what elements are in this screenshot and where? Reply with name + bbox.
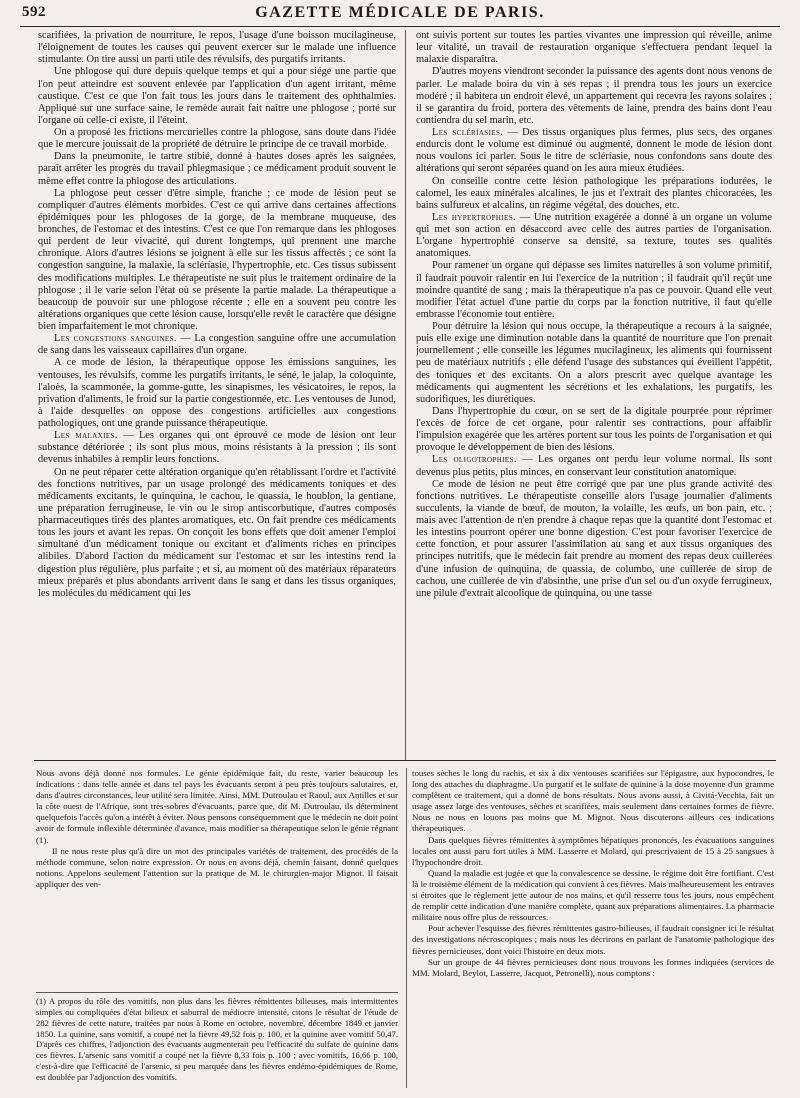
paragraph [416,321,772,406]
paragraph [38,127,396,151]
paragraph [412,868,774,923]
paragraph [416,176,772,212]
section-lead: Les congestions sanguines. [54,333,177,345]
paragraph-text: — Des tissus organiques plus fermes, plus secs, des organes endurcis dont le volume est diminué ou augmenté, donnent le mode de lésion dont nous voulons ici parler. Sous le titre de scléríasie, nous confondons sans doute des altérations qui seront séparées quand on les aura mieux étudiées. [416,127,772,175]
paragraph [416,212,772,261]
paragraph-text: Dans l'hypertrophie du cœur, on se sert de la digitale pourprée pour réprimer l'excès de force de cet organe, pour ralentir ses contractions, pour affaiblir l'impulsion exagérée que les artères portent sur tous les points de l'organisation et qui provoque le développement de bien des lésions. [416,405,772,454]
paragraph-text: Nous avons déjà donné nos formules. Le génie épidémique fait, du reste, varier beaucoup les indications : dans telle année et dans tel pays les évacuants seront à peu près toujours salutaires, et, dans d'autres circonstances, leur utilité sera limitée. Ainsi, MM. Dutroulau et Raoul, aux Antilles et sur la côte ouest de l'Afrique, sont très-sobres d'évacuants, parce que, dit M. Dutroulau, ils déterminent quelquefois l'accès qu'on a intérêt à éviter. Nous pensons conséquemment que le médecin ne doit point avoir de formule inflexible déterminée d'avance, mais modifier sa thérapeutique selon le génie régnant (1). [36,768,398,845]
paragraph-text: Une phlogose qui dure depuis quelque temps et qui a pour siége une partie que l'on peut atteindre est souvent enlevée par l'application d'un agent irritant, même caustique. C'est ce que l'on fait tous les jours dans le traitement des ophthalmies. Appliqué sur une surface saine, le remède aurait fait naître une phlogose ; porté sur l'organe où celle-ci existe, il l'éteint. [38,66,396,126]
page-number: 592 [22,4,46,20]
feuilleton-column-left [36,768,398,990]
paragraph [416,260,772,321]
paragraph [38,30,396,66]
paragraph [416,406,772,455]
page-header [20,4,780,24]
paragraph-text: La phlogose peut cesser d'être simple, franche ; ce mode de lésion peut se compliquer d'autres éléments morbides. C'est ce qui arrive dans certaines affections épidémiques pour les phlogoses de la gorge, de la membrane muqueuse, des bronches, de l'estomac et des intestins. C'est ce que l'on remarque dans les phlogoses qui perdent de leur vivacité, qui durent longtemps, qui prennent une marche chronique. Alors d'autres lésions se joignent à elle sur les tissus affectés ; ce sont la congestion sanguine, la malaxie, la scléríasie, l'hypertrophie, etc. Ces tissus subissent des modifications multiples. Le thérapeutiste ne suit plus le traitement ordinaire de la phlogose ; il le varie selon l'état où se présente la partie malade. La thérapeutique a beaucoup de pouvoir sur une phlogose récente ; elle en a souvent peu contre les altérations organiques que cette lésion cause, lorsqu'elle revêt le caractère que désigne bien imparfaitement le mot chronique. [38,187,396,332]
paragraph [416,127,772,176]
paragraph [38,333,396,357]
header-rule [20,26,780,27]
paragraph-text: Quand la maladie est jugée et que la convalescence se dessine, le régime doit être fortifiant. C'est là le troisième élément de la médication qui convient à ces fièvres. Mais malheureusement les entraves si étroites que le règlement jette autour de nos mains, et qu'il resserre tous les jours, nous empêchent de remplir cette indication d'une manière complète, quant aux préparations alimentaires. La pharmacie militaire nous offre plus de ressources. [412,867,774,923]
section-lead: Les oligotrophies. [432,454,517,466]
paragraph [38,188,396,334]
paragraph [38,357,396,430]
paragraph [416,454,772,478]
paragraph-text: Pour achever l'esquisse des fièvres rémittentes gastro-bilieuses, il faudrait consigner ici le résultat des investigations nécroscopiques ; mais nous les décrirons en parlant de l'anatomie pathologique des fièvres pernicieuses, dont voici l'histoire en deux mots. [412,923,774,956]
paragraph-text: A ce mode de lésion, la thérapeutique oppose les émissions sanguines, les ventouses, les révulsifs, comme les purgatifs irritants, le séné, le jalap, la coloquinte, l'aloès, la scammonée, la gomme-gutte, les sinapismes, les vésicatoires, le repos, la privation d'aliments, le froid sur la partie congestionnée, etc. Les ventouses de Junod, à l'aide desquelles on oppose des congestions artificielles aux congestions pathologiques, ont une grande puissance thérapeutique. [38,357,396,429]
paragraph [36,768,398,846]
paragraph [38,430,396,466]
footnote [36,996,398,1094]
section-lead: Les scléríasies. [432,127,504,138]
paragraph-text: D'autres moyens viendront seconder la puissance des agents dont nous venons de parler. Le malade boira du vin à ses repas ; il prendra tous les jours un exercice modéré ; il habitera un endroit élevé, un appartement qui recevra les rayons solaires ; il se garantira du froid, portera des vêtements de laine, prendra des bains dont l'eau contiendra du sel marin, etc. [416,66,772,126]
paragraph [412,923,774,956]
paragraph-text: Ce mode de lésion ne peut être corrigé que par une plus grande activité des fonctions nutritives. Le thérapeutiste conseille alors l'usage journalier d'aliments succulents, la viande de bœuf, de mouton, la volaille, les œufs, un bon pain, etc. ; mais avec l'attention de n'en prendre à chaque repas que la quantité dont l'estomac et les intestins pourront opérer une bonne digestion. C'est pour favoriser l'exercice de cette fonction, et pour assurer l'assimilation au sang et aux tissus organiques des principes nutritifs, que le médecin fait prendre au moment des repas deux cuillerées d'une infusion de quinquina, de quassia, de columbo, une cuillerée de sirop de cachou, une cuillerée de vin d'absinthe, une prise d'un sel ou d'un oxyde ferrugineux, une pilule d'extrait alcoolique de quinquina, ou une tasse [416,478,772,599]
footnote-text: (1) A propos du rôle des vomitifs, non plus dans les fièvres rémittentes bilieuses, mais intermittentes simples ou compliquées d'état bilieux et saburral de médiocre intensité, citons le résultat de l'étude de 282 fièvres de cette nature, traitées par nous à Rome en octobre, novembre, décembre 1849 et janvier 1850. La quinine, sans vomitif, a coupé net la fièvre 49,52 fois p. 100, et la quinine avec vomitif 50,47. D'après ces chiffres, l'adjonction des évacuants augmenterait peu l'efficacité du sulfate de quinine dans ces fièvres. L'arsenic sans vomitif a coupé net la fièvre 8,33 fois p. 100 ; avec vomitifs, 16,66 p. 100, c'est-à-dire que l'efficacité de l'arsenic, si peu marquée dans les fièvres endémo-épidémiques de Rome, est doublée par l'adjonction des vomitifs. [36,996,398,1082]
paragraph-text: ont suivis portent sur toutes les parties vivantes une impression qui réveille, anime leur vitalité, un travail de restauration organique s'effectuera pendant lequel la malaxie disparaîtra. [416,30,772,66]
paragraph [38,66,396,127]
section-lead: Les malaxies. [54,430,118,442]
paragraph-text: — La congestion sanguine offre une accumulation de sang dans les vaisseaux capillaires d'un organe. [38,333,396,357]
paragraph [412,835,774,868]
paragraph-text: Dans la pneumonite, le tartre stibié, donné à hautes doses après les saignées, paraît arrêter les progrès du travail phlegmasique ; ce médicament produit souvent le même effet contre la phlogose des articulations. [38,151,396,187]
paragraph [416,66,772,127]
section-lead: Les hypertrophies. [432,211,517,223]
paragraph-text: — Une nutrition exagérée a donné à un organe un volume qui met son action en désaccord avec celle des autres parties de l'organisation. L'organe hypertrophié conserve sa densité, sa texture, toutes ses qualités anatomiques. [416,211,772,260]
feuilleton-separator [34,760,776,761]
paragraph [416,30,772,66]
main-column-right [416,30,772,754]
paragraph [38,467,396,600]
paragraph [416,479,772,600]
paragraph-text: — Les organes ont perdu leur volume normal. Ils sont devenus plus petits, plus minces, en conservant leur constitution anatomique. [416,454,772,478]
paragraph [412,768,774,835]
feuilleton-column-divider [406,768,407,1088]
paragraph-text: — Les organes qui ont éprouvé ce mode de lésion ont leur substance détériorée ; ils sont plus mous, moins résistants à la pression ; ils sont devenus inhabiles à remplir leurs fonctions. [38,430,396,466]
paragraph-text: On ne peut réparer cette altération organique qu'en rétablissant l'ordre et l'activité des fonctions nutritives, par un usage prolongé des médicaments toniques et des médicaments excitants, le quinquina, le cachou, le quassia, le houblon, la gentiane, une préparation ferrugineuse, le vin ou le sirop antiscorbutique, d'autres composés pharmaceutiques tirés des plantes aromatiques, etc. On fait prendre ces médicaments tous les jours et avant les repas. On conçoit les bons effets que doit amener l'emploi simultané d'un médicament tonique ou excitant et d'aliments riches en principes alibiles. D'abord l'action du médicament sur l'estomac et sur les intestins rend la digestion plus régulière, plus parfaite ; et si, au moment où des matériaux réparateurs mieux préparés et plus abondants arrivent dans le sang et dans les tissus organiques, les molécules du médicament qui les [38,466,396,599]
paragraph-text: On a proposé les frictions mercurielles contre la phlogose, sans doute dans l'idée que le mercure jouissait de la propriété de détruire le principe de ce travail morbide. [38,127,396,151]
paragraph-text: Sur un groupe de 44 fièvres pernicieuses dont nous trouvons les formes indiquées (services de MM. Molard, Beylot, Lasserre, Jacquot, Petronelli), nous comptons : [412,956,774,978]
paragraph [412,957,774,979]
paragraph-text: Il ne nous reste plus qu'à dire un mot des principales variétés de traitement, des procédés de la méthode commune, selon notre expression. Or nous en avons déjà, chemin faisant, donné quelques notions. Appelons seulement l'attention sur la pratique de M. le chirurgien-major Mignot. Il faisait appliquer des ven- [36,845,398,889]
paragraph-text: touses sèches le long du rachis, et six à dix ventouses scarifiées sur l'épigastre, aux hypocondres, le long des attaches du diaphragme. Un purgatif et le sulfate de quinine à la dose moyenne d'un gramme complètent ce traitement, qui a donné de bons résultats. Nous avons aussi, à Civitá-Vecchia, fait un usage assez large des ventouses, sèches et scarifiées, mais seulement dans certaines formes de fièvre. Nous ne nous en louons pas moins que M. Mignot. Nous discuterons ailleurs ces indications thérapeutiques. [412,768,774,834]
paragraph-text: scarifiées, la privation de nourriture, le repos, l'usage d'une boisson mucilagineuse, l'éloignement de toutes les causes qui peuvent exercer sur le malade une influence stimulante. On tire aussi un parti utile des révulsifs, des purgatifs irritants. [38,30,396,66]
journal-title: GAZETTE MÉDICALE DE PARIS. [255,4,545,21]
column-divider [405,30,406,760]
paragraph-text: Dans quelques fièvres rémittentes à symptômes hépatiques prononcés, les évacuations sanguines locales ont aussi paru fort utiles à MM. Lasserre et Molard, qui prescrivaient de 15 à 25 sangsues à l'hypochondre droit. [412,834,774,867]
paragraph-text: Pour ramener un organe qui dépasse ses limites naturelles à son volume primitif, il faudrait pouvoir ralentir en lui l'exercice de la nutrition ; il faudrait qu'il reçût une moindre quantité de sang ; mais la thérapeutique n'a pas ce pouvoir. Quand elle veut modifier l'état actuel d'une partie du corps par la fonction nutritive, il faut qu'elle embrasse l'économie tout entière. [416,260,772,320]
footnote-rule [36,992,398,993]
paragraph [36,846,398,890]
paragraph-text: On conseille contre cette lésion pathologique les préparations iodurées, le calomel, les eaux minérales alcalines, le jus et l'extrait des plantes chicoracées, les bains sulfureux et alcalins, un régime végétal, des douches, etc. [416,175,772,211]
paragraph [38,151,396,187]
paragraph-text: Pour détruire la lésion qui nous occupe, la thérapeutique a recours à la saignée, puis elle exige une diminution notable dans la quantité de nourriture que l'on prenait journellement ; elle conseille les légumes mucilagineux, les aliments qui fournissent peu de matériaux nutritifs ; elle défend l'usage des substances qui éveillent l'appétit, des toniques et des excitants. On a alors prescrit avec quelque avantage les médicaments qui augmentent les sécrétions et les exhalations, les purgatifs, les sudorifiques, les diurétiques. [416,321,772,405]
feuilleton-column-right [412,768,774,1086]
main-column-left [38,30,396,754]
